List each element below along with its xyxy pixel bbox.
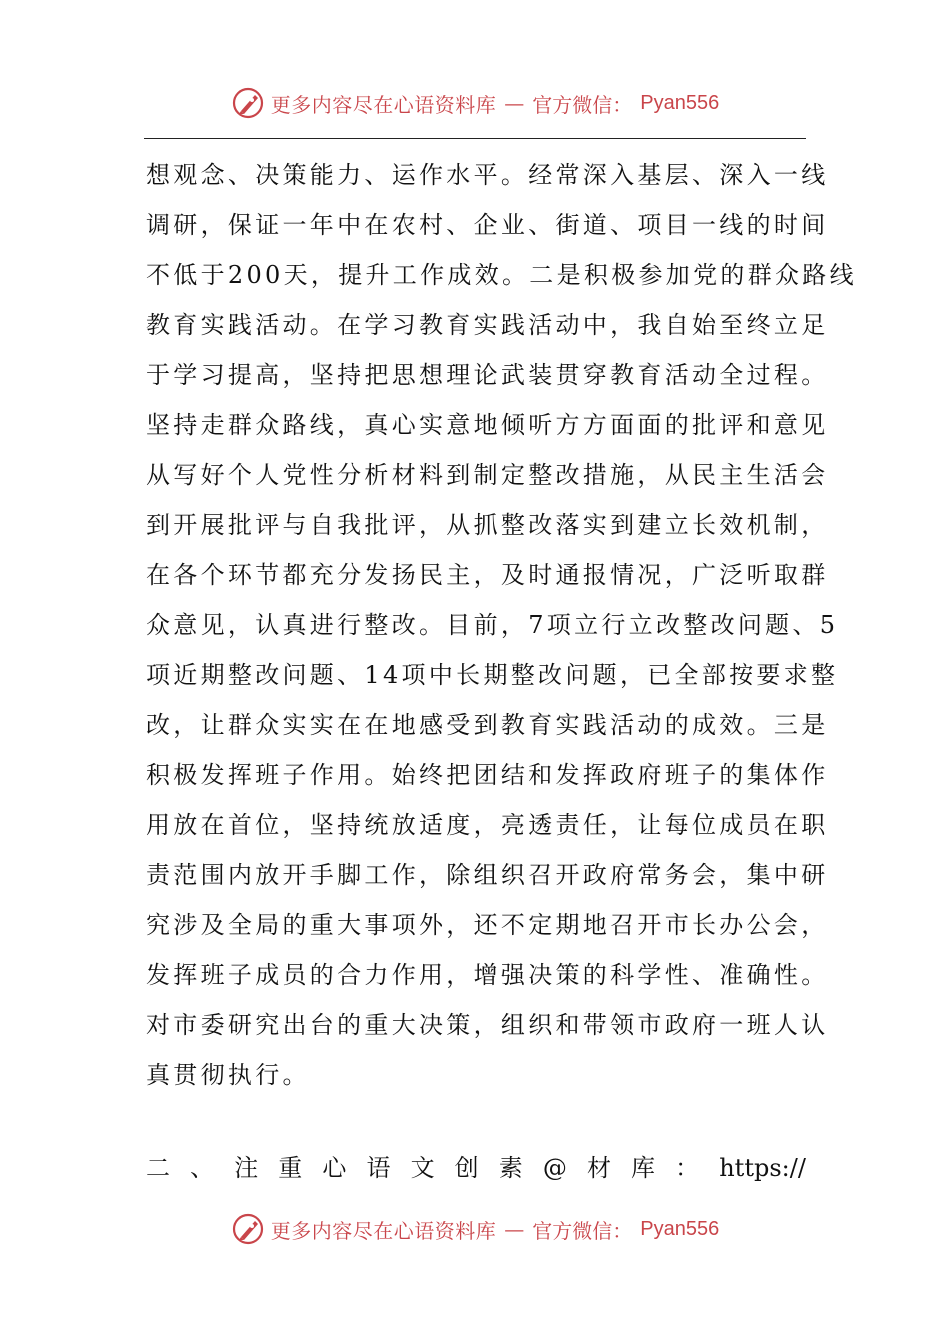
heading-token: ： xyxy=(675,1154,700,1182)
pen-logo-icon xyxy=(231,1212,265,1246)
text-line: 究涉及全局的重大事项外，还不定期地召开市长办公会， xyxy=(146,911,829,939)
footer-banner-inner xyxy=(231,1212,719,1246)
heading-token: https:// xyxy=(719,1154,806,1182)
text-line: 于学习提高，坚持把思想理论武装贯穿教育活动全过程。 xyxy=(146,361,829,389)
banner-separator: — xyxy=(504,91,525,115)
banner-wechat-id: Pyan556 xyxy=(640,1217,720,1240)
heading-token: @ xyxy=(542,1154,567,1182)
text-line: 积极发挥班子作用。始终把团结和发挥政府班子的集体作 xyxy=(146,761,829,789)
heading-token: 注 xyxy=(234,1154,259,1182)
text-line: 坚持走群众路线，真心实意地倾听方方面面的批评和意见 xyxy=(146,411,829,439)
text-line: 用放在首位，坚持统放适度，亮透责任，让每位成员在职 xyxy=(146,811,829,839)
body-paragraph xyxy=(146,150,857,1100)
text-line: 众意见，认真进行整改。目前，7项立行立改整改问题、5 xyxy=(146,611,839,639)
footer-banner xyxy=(0,1209,950,1249)
text-line: 到开展批评与自我批评，从抓整改落实到建立长效机制， xyxy=(146,511,829,539)
text-line: 教育实践活动。在学习教育实践活动中，我自始至终立足 xyxy=(146,311,829,339)
heading-token: 二 xyxy=(146,1154,170,1182)
heading-token: 文 xyxy=(410,1154,435,1182)
text-line: 对市委研究出台的重大决策，组织和带领市政府一班人认 xyxy=(146,1011,829,1039)
banner-text: 更多内容尽在心语资料库 xyxy=(270,1218,497,1243)
heading-token: 、 xyxy=(190,1154,215,1182)
text-line: 真贯彻执行。 xyxy=(146,1061,310,1089)
banner-separator: — xyxy=(504,1217,525,1241)
text-line: 不低于200天，提升工作成效。二是积极参加党的群众路线 xyxy=(146,261,857,289)
text-line: 责范围内放开手脚工作，除组织召开政府常务会，集中研 xyxy=(146,861,829,889)
banner-wechat-label: 官方微信： xyxy=(532,92,633,117)
banner-wechat-id: Pyan556 xyxy=(640,91,720,114)
heading-token: 重 xyxy=(278,1154,303,1182)
text-line: 改，让群众实实在在地感受到教育实践活动的成效。三是 xyxy=(146,711,829,739)
text-line: 发挥班子成员的合力作用，增强决策的科学性、准确性。 xyxy=(146,961,829,989)
text-line: 从写好个人党性分析材料到制定整改措施，从民主生活会 xyxy=(146,461,829,489)
header-banner xyxy=(0,83,950,123)
heading-token: 库 xyxy=(631,1154,656,1182)
section-heading xyxy=(146,1143,806,1193)
heading-token: 材 xyxy=(586,1154,611,1182)
banner-text: 更多内容尽在心语资料库 xyxy=(270,92,497,117)
text-line: 想观念、决策能力、运作水平。经常深入基层、深入一线 xyxy=(146,161,829,189)
text-line: 项近期整改问题、14项中长期整改问题，已全部按要求整 xyxy=(146,661,839,689)
header-banner-inner xyxy=(231,86,719,120)
heading-token: 心 xyxy=(322,1154,347,1182)
heading-token: 创 xyxy=(454,1154,479,1182)
heading-token: 语 xyxy=(366,1154,391,1182)
banner-wechat-label: 官方微信： xyxy=(532,1218,633,1243)
pen-logo-icon xyxy=(231,86,265,120)
heading-token: 素 xyxy=(498,1154,523,1182)
text-line: 在各个环节都充分发扬民主，及时通报情况，广泛听取群 xyxy=(146,561,829,589)
text-line: 调研，保证一年中在农村、企业、街道、项目一线的时间 xyxy=(146,211,829,239)
header-divider xyxy=(144,138,806,139)
